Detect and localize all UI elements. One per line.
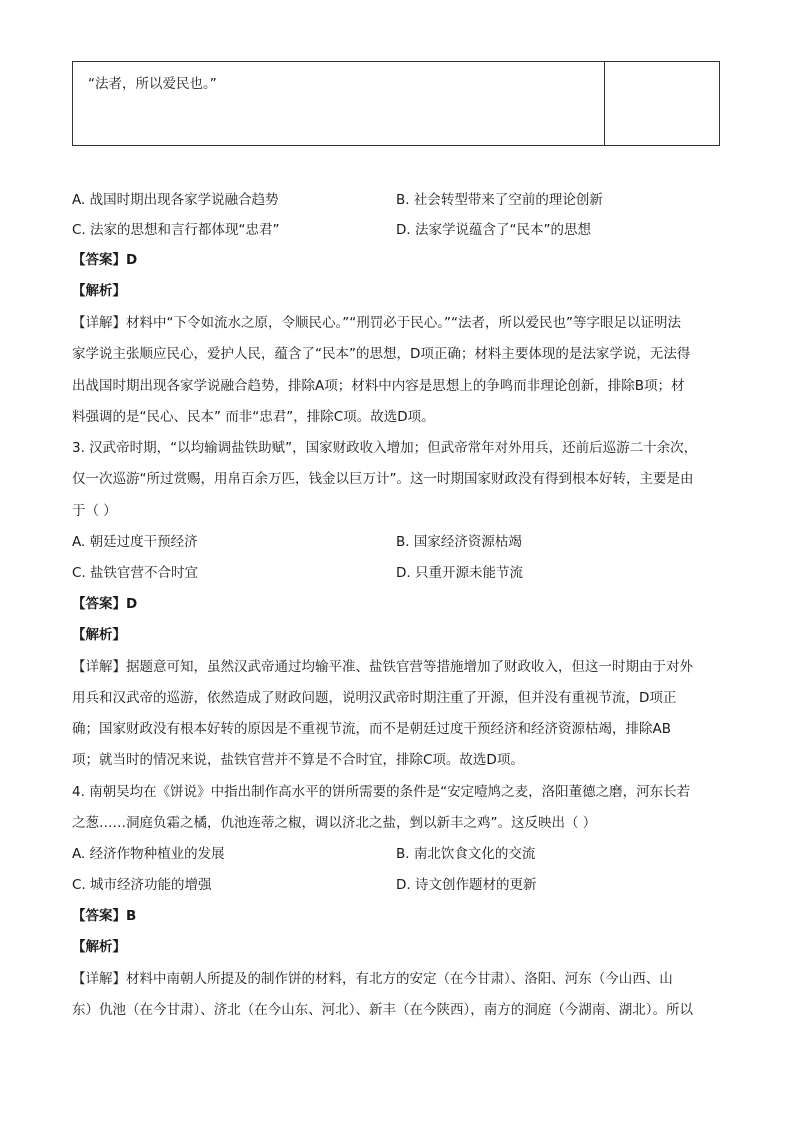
q2-answer: 【答案】D	[72, 252, 138, 268]
q3-stem-line: 于（ ）	[72, 503, 117, 519]
q4-option-a: A. 经济作物种植业的发展	[72, 846, 225, 862]
q3-detail-line: 项；就当时的情况来说，盐铁官营并不算是不合时宜，排除C项。故选D项。	[72, 752, 524, 768]
q3-analysis-label: 【解析】	[72, 627, 126, 643]
q3-detail-line: 用兵和汉武帝的巡游，依然造成了财政问题，说明汉武帝时期注重了开源，但并没有重视节流，D项正	[72, 690, 677, 706]
q3-answer: 【答案】D	[72, 596, 138, 612]
q3-option-d: D. 只重开源未能节流	[396, 565, 523, 581]
q4-option-c: C. 城市经济功能的增强	[72, 877, 212, 893]
q2-detail-line: 料强调的是“民心、民本” 而非“忠君”，排除C项。故选D项。	[72, 409, 435, 425]
quote-table	[72, 61, 720, 146]
q4-option-b: B. 南北饮食文化的交流	[396, 846, 536, 862]
q3-stem-line: 仅一次巡游“所过赏赐，用帛百余万匹，钱金以巨万计”。这一时期国家财政没有得到根本好转，主要是由	[72, 471, 694, 487]
q4-detail-line: 【详解】材料中南朝人所提及的制作饼的材料，有北方的安定（在今甘肃）、洛阳、河东（今山西、山	[72, 971, 673, 987]
q2-option-b: B. 社会转型带来了空前的理论创新	[396, 192, 603, 208]
table-divider	[604, 62, 605, 145]
q2-option-d: D. 法家学说蕴含了“民本”的思想	[396, 222, 591, 238]
table-quote: “法者，所以爱民也。”	[88, 76, 217, 92]
q4-answer: 【答案】B	[72, 908, 137, 924]
q3-stem-line: 3. 汉武帝时期，“以均输调盐铁助赋”，国家财政收入增加；但武帝常年对外用兵，还前后巡游二十余次，	[72, 440, 698, 456]
q2-option-c: C. 法家的思想和言行都体现“忠君”	[72, 222, 280, 238]
q4-stem-line: 之葱……洞庭负霜之橘，仇池连蒂之椒，调以济北之盐，剉以新丰之鸡”。这反映出（ ）	[72, 815, 597, 831]
q2-option-a: A. 战国时期出现各家学说融合趋势	[72, 192, 279, 208]
q3-option-a: A. 朝廷过度干预经济	[72, 534, 198, 550]
q2-detail-line: 出战国时期出现各家学说融合趋势，排除A项；材料中内容是思想上的争鸣而非理论创新，排除B项；材	[72, 378, 685, 394]
q3-option-b: B. 国家经济资源枯竭	[396, 534, 522, 550]
q4-option-d: D. 诗文创作题材的更新	[396, 877, 537, 893]
q2-detail-line: 家学说主张顺应民心，爱护人民，蕴含了“民本”的思想，D项正确；材料主要体现的是法家学说，无法得	[72, 346, 691, 362]
q3-detail-line: 确；国家财政没有根本好转的原因是不重视节流，而不是朝廷过度干预经济和经济资源枯竭，排除AB	[72, 721, 671, 737]
q3-detail-line: 【详解】据题意可知，虽然汉武帝通过均输平准、盐铁官营等措施增加了财政收入，但这一时期由于对外	[72, 659, 693, 675]
q3-option-c: C. 盐铁官营不合时宜	[72, 565, 199, 581]
q2-analysis-label: 【解析】	[72, 283, 126, 299]
q4-detail-line: 东）仇池（在今甘肃）、济北（在今山东、河北）、新丰（在今陕西），南方的洞庭（今湖南、湖北）。所以	[72, 1002, 693, 1018]
q4-analysis-label: 【解析】	[72, 939, 126, 955]
q2-detail-line: 【详解】材料中“下令如流水之原，令顺民心。”“刑罚必于民心。”“法者，所以爱民也”等字眼足以证明法	[72, 315, 681, 331]
q4-stem-line: 4. 南朝吴均在《饼说》中指出制作高水平的饼所需要的条件是“安定噎鸠之麦，洛阳董德之磨，河东长若	[72, 784, 691, 800]
